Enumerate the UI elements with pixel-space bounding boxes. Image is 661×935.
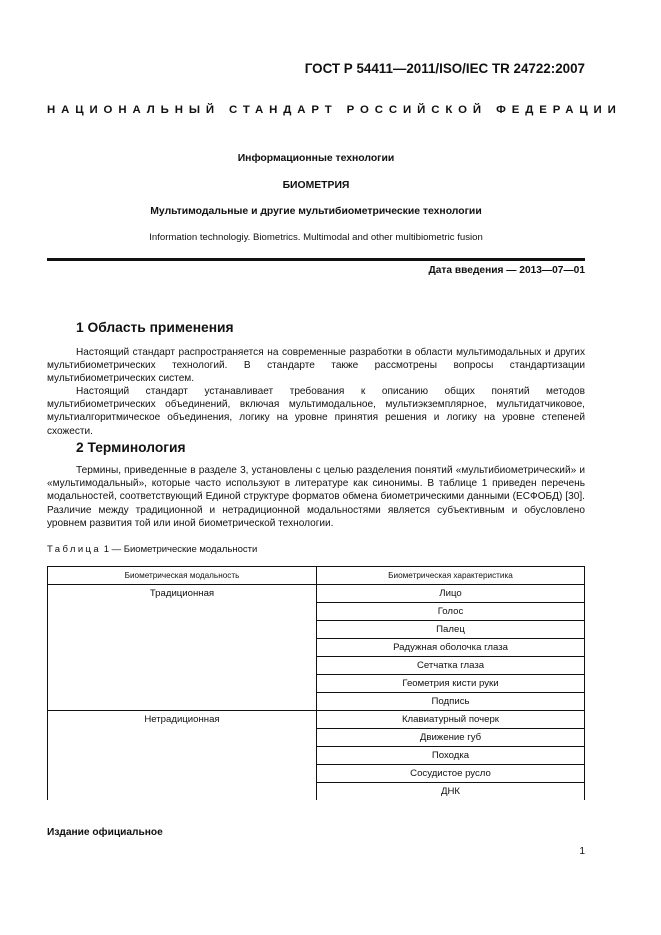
standard-number: ГОСТ Р 54411—2011/ISO/IEC TR 24722:2007	[304, 61, 585, 76]
section-1-paragraph-2: Настоящий стандарт устанавливает требования к описанию общих понятий методов мультибиометрических объединений, включая мультимодальное, мультиэкземплярное, мультидатчиковое, мультиалгоритмическое объединения, логику на уровне принятия решения и логику на уровне степеней схожести.	[47, 386, 585, 437]
section-1-paragraph-1: Настоящий стандарт распространяется на современные разработки в области мультимодальных и других мультибиометрических технологий. В стандарте также рассмотрены вопросы стандартизации мультибиометрических систем.	[47, 347, 585, 385]
title-english: Information technologiy. Biometrics. Multimodal and other multibiometric fusion	[149, 232, 483, 243]
section-2-heading: 2 Терминология	[76, 440, 186, 455]
introduction-date: Дата введения — 2013—07—01	[428, 265, 585, 276]
table-cell: ДНК	[317, 783, 585, 801]
official-edition-label: Издание официальное	[47, 827, 163, 838]
table-cell: Сосудистое русло	[317, 765, 585, 783]
column-header-characteristic: Биометрическая характеристика	[317, 567, 585, 585]
modality-nontraditional: Нетрадиционная	[48, 711, 317, 801]
title-rule	[47, 258, 585, 261]
title-line-biometrics: БИОМЕТРИЯ	[282, 180, 350, 191]
section-1-heading: 1 Область применения	[76, 320, 234, 335]
modality-traditional: Традиционная	[48, 585, 317, 711]
table-cell: Подпись	[317, 693, 585, 711]
table-cell: Движение губ	[317, 729, 585, 747]
modalities-table	[47, 566, 585, 800]
title-line-multimodal: Мультимодальные и другие мультибиометрические технологии	[150, 206, 482, 217]
table-cell: Геометрия кисти руки	[317, 675, 585, 693]
table-caption-prefix: Таблица	[47, 544, 102, 555]
table-cell: Голос	[317, 603, 585, 621]
national-standard-heading: НАЦИОНАЛЬНЫЙ СТАНДАРТ РОССИЙСКОЙ ФЕДЕРАЦИИ	[47, 104, 622, 116]
table-cell: Сетчатка глаза	[317, 657, 585, 675]
table-cell: Палец	[317, 621, 585, 639]
table-cell: Походка	[317, 747, 585, 765]
page-number: 1	[579, 846, 585, 857]
column-header-modality: Биометрическая модальность	[48, 567, 317, 585]
table-cell: Радужная оболочка глаза	[317, 639, 585, 657]
table-cell: Клавиатурный почерк	[317, 711, 585, 729]
table-caption-text: 1 — Биометрические модальности	[101, 544, 258, 555]
title-line-info-tech: Информационные технологии	[237, 153, 395, 164]
table-caption	[47, 544, 257, 555]
table-cell: Лицо	[317, 585, 585, 603]
section-2-paragraph-1: Термины, приведенные в разделе 3, установлены с целью разделения понятий «мультибиометрический» и «мультимодальный», которые часто используют в литературе как синонимы. В таблице 1 приведен перечень модальностей, соответствующий Единой структуре форматов обмена биометрическими данными (ЕСФОБД) [30]. Различие между традиционной и нетрадиционной модальностями является субъективным и обусловлено уровнем развития той или иной биометрической технологии.	[47, 465, 585, 529]
